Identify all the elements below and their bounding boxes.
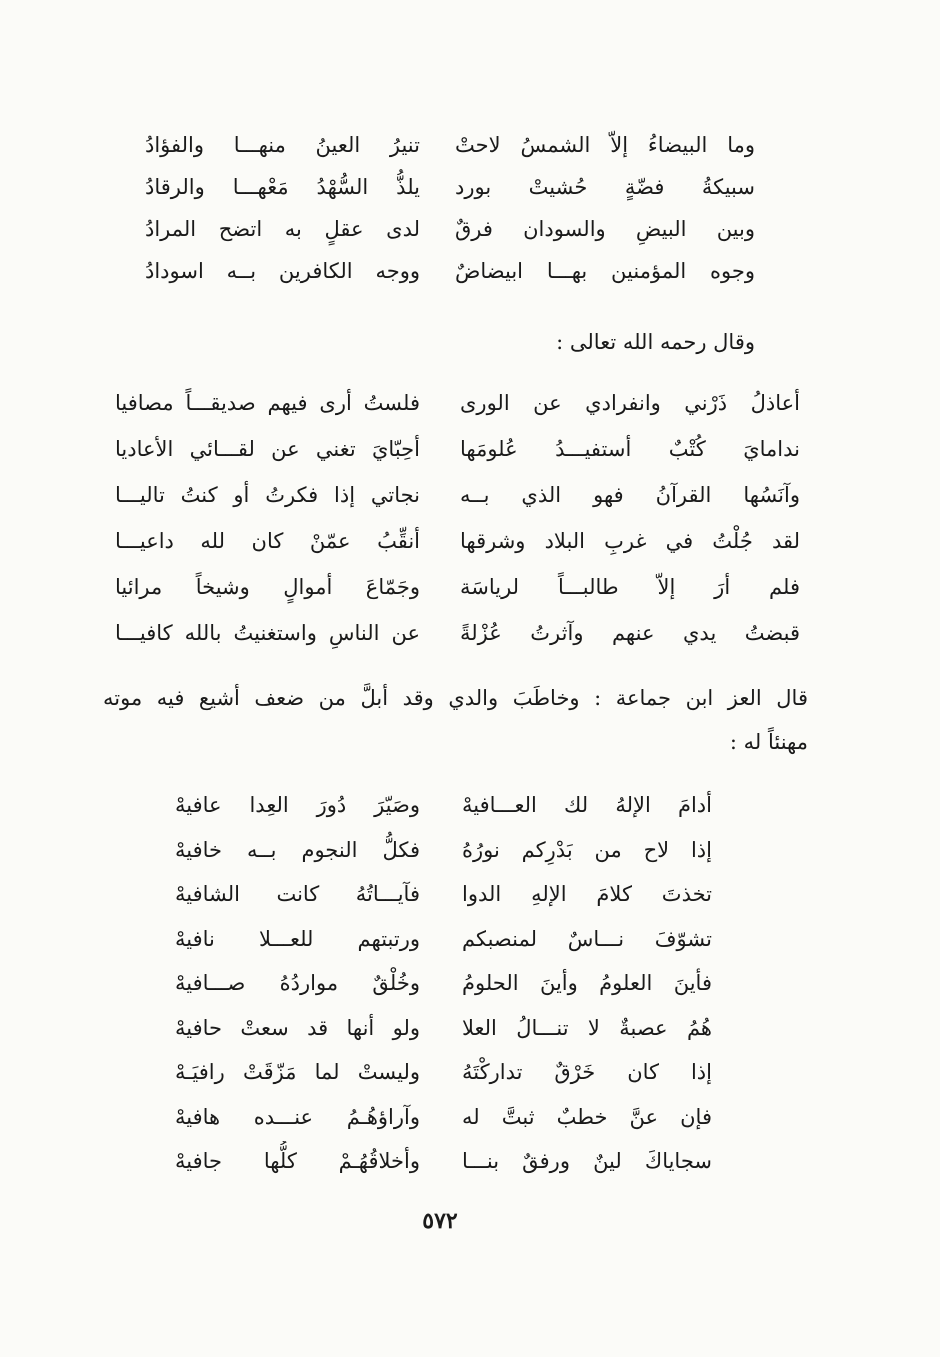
verse — [0, 521, 940, 561]
verse — [0, 919, 940, 959]
hemistich-second: أحِبّايَ تغني عن لقـــائي الأعاديا — [115, 437, 420, 461]
hemistich-second: فآيـــاتُهُ كانت الشافيهْ — [175, 882, 420, 906]
hemistich-first: إذا لاح من بَدْرِكم نورُهُ — [462, 837, 712, 862]
verse — [0, 1008, 940, 1048]
verse — [0, 1141, 940, 1181]
prose-paragraph — [103, 676, 808, 764]
hemistich-second: نجاتي إذا فكرتُ أو كنتُ تاليـــا — [115, 483, 420, 507]
hemistich-first: وبين البيضِ والسودان فرقٌ — [455, 217, 755, 241]
hemistich-second: عن الناسِ واستغنيتُ بالله كافيـــا — [115, 621, 420, 645]
prose-line-2: مهنئاً له : — [729, 730, 808, 754]
hemistich-second: أنقِّبُ عمّنْ كان لله داعيـــا — [115, 529, 420, 553]
hemistich-second: ولو أنها قد سعتْ حافيهْ — [175, 1015, 420, 1040]
hemistich-second: ورتبتهم للعـــلا نافيهْ — [175, 926, 420, 951]
verse — [0, 785, 940, 825]
hemistich-second: ووجه الكافرين بــه اسودادُ — [145, 259, 420, 283]
hemistich-second: وآراؤهُـمُ عنـــده هافيهْ — [175, 1104, 420, 1129]
hemistich-second: تنيرُ العينُ منهـــا والفؤادُ — [145, 133, 420, 157]
verse — [0, 475, 940, 515]
hemistich-first: وآنَسُها القرآنُ فهو الذي بــه — [460, 483, 800, 507]
verse — [0, 963, 940, 1003]
verse — [0, 874, 940, 914]
verse — [0, 613, 940, 653]
hemistich-second: فلستُ أرى فيهم صديقـــاً مصافيا — [115, 391, 420, 415]
verse — [0, 251, 940, 291]
hemistich-first: فلم أرَ إلاّ طالبـــاً لرياسَة — [460, 575, 800, 599]
hemistich-first: تخذتَ كلامَ الإلهِ الدوا — [462, 882, 712, 906]
hemistich-first: فإن عنَّ خطبٌ ثبتَّ له — [462, 1104, 712, 1129]
hemistich-first: سبيكةُ فضّةٍ حُشيتْ بورد — [455, 175, 755, 199]
hemistich-first: أدامَ الإلهُ لك العـــافيهْ — [462, 793, 712, 817]
hemistich-first: قبضتُ يدي عنهم وآثرتُ عُزْلةً — [460, 621, 800, 645]
verse — [0, 209, 940, 249]
hemistich-first: فأينَ العلومُ وأينَ الحلومُ — [462, 971, 712, 995]
hemistich-second: وجَمّاعَ أموالٍ وشيخاً مرائيا — [115, 575, 420, 599]
verse — [0, 1052, 940, 1092]
prose-line-1: قال العز ابن جماعة : وخاطَبَ والدي وقد أبلَّ من ضعف أشيع فيه موته — [103, 686, 808, 710]
hemistich-first: سجاياكَ لينٌ ورفقٌ بنـــا — [462, 1149, 712, 1173]
hemistich-second: وصَيّرَ دُورَ العِدا عافيهْ — [175, 793, 420, 817]
hemistich-second: لدى عقلٍ به اتضح المرادُ — [145, 217, 420, 241]
verse — [0, 429, 940, 469]
hemistich-first: وجوه المؤمنين بهـــا ابيضاضٌ — [455, 259, 755, 283]
page-number: ٥٧٢ — [422, 1208, 458, 1234]
verse — [0, 830, 940, 870]
hemistich-second: وليستْ لما مَزّقَتْ رافيَـهْ — [175, 1060, 420, 1084]
verse — [0, 383, 940, 423]
hemistich-second: يلذُّ السُّهْدُ مَعْهـــا والرقادُ — [145, 175, 420, 199]
verse — [0, 1097, 940, 1137]
hemistich-first: ندامايَ كُتْبٌ أستفيـــدُ عُلومَها — [460, 437, 800, 461]
hemistich-second: وخُلْقٌ مواردُهُ صـــافيهْ — [175, 971, 420, 995]
verse — [0, 125, 940, 165]
hemistich-first: وما البيضاءُ إلاّ الشمسُ لاحتْ — [455, 133, 755, 157]
verse — [0, 567, 940, 607]
hemistich-first: هُمُ عصبةٌ لا تنـــالُ العلا — [462, 1015, 712, 1040]
hemistich-second: فكلُّ النجوم بــه خافيهْ — [175, 837, 420, 862]
hemistich-first: إذا كان خَرْقٌ تداركْتَهُ — [462, 1060, 712, 1084]
hemistich-first: تشوّفَ نـــاسٌ لمنصبكم — [462, 926, 712, 951]
intro-line: وقال رحمه الله تعالى : — [556, 330, 755, 354]
hemistich-first: أعاذلُ ذَرْني وانفرادي عن الورى — [460, 391, 800, 415]
hemistich-first: لقد جُلْتُ في غربِ البلاد وشرقها — [460, 529, 800, 553]
verse — [0, 167, 940, 207]
hemistich-second: وأخلاقُهُـمْ كلُّها جافيهْ — [175, 1149, 420, 1173]
